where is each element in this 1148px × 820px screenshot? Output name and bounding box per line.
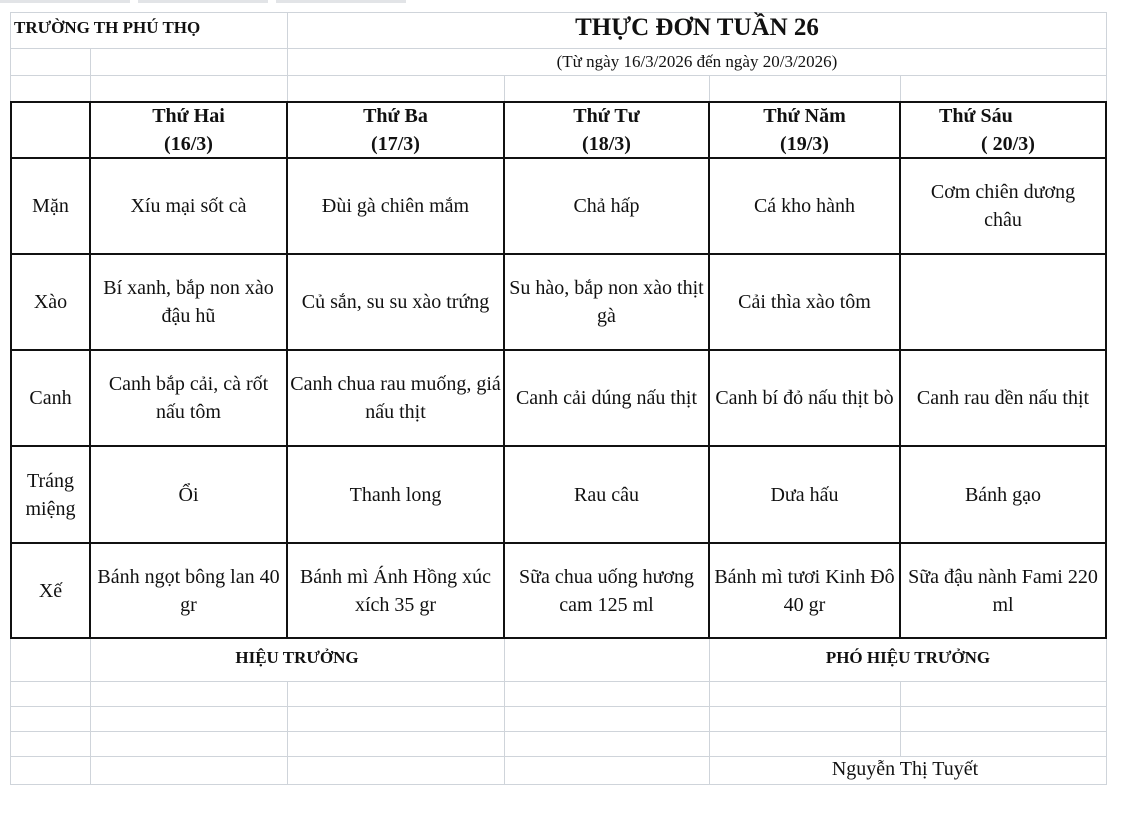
grid-line: [10, 12, 11, 102]
menu-cell: Bánh mì Ánh Hồng xúc xích 35 gr: [299, 565, 492, 616]
school-name: TRƯỜNG TH PHÚ THỌ: [14, 18, 201, 37]
menu-cell: Su hào, bắp non xào thịt gà: [509, 277, 704, 327]
row-label: Xế: [38, 579, 63, 602]
grid-line: [10, 784, 1107, 785]
menu-cell: Cải thìa xào tôm: [738, 291, 871, 313]
grid-line: [10, 706, 1107, 707]
menu-cell: Bánh mì tươi Kinh Đô 40 gr: [714, 565, 895, 616]
menu-cell: [901, 255, 1105, 349]
menu-cell: Thanh long: [349, 483, 442, 506]
grid-line: [10, 638, 11, 785]
menu-cell: Canh bắp cải, cà rốt nấu tôm: [108, 373, 269, 423]
grid-line: [287, 681, 288, 785]
menu-cell: Bánh gạo: [964, 483, 1042, 506]
table-border: [1105, 101, 1107, 639]
day-header: [505, 103, 708, 157]
day-date: ( 20/3): [981, 133, 1035, 155]
menu-cell: Chả hấp: [573, 195, 640, 217]
row-label: Tráng miệng: [25, 469, 76, 520]
grid-line: [10, 12, 1107, 13]
day-name: Thứ Hai: [152, 105, 225, 127]
row-label: Xào: [33, 291, 68, 313]
menu-cell: Cơm chiên dương châu: [930, 181, 1076, 231]
principal-title: HIỆU TRƯỞNG: [235, 648, 359, 667]
day-header: [288, 103, 503, 157]
grid-line: [504, 638, 505, 785]
menu-cell: Đùi gà chiên mắm: [321, 195, 470, 217]
vice-principal-title: PHÓ HIỆU TRƯỞNG: [825, 648, 991, 667]
grid-line: [504, 75, 505, 102]
row-label: Canh: [29, 387, 72, 409]
grid-line: [709, 75, 710, 102]
top-tab-bar: [0, 0, 130, 3]
day-header: [901, 103, 1105, 157]
row-label: Mặn: [32, 195, 69, 217]
menu-cell: Canh cải dúng nấu thịt: [515, 387, 698, 409]
menu-cell: Rau câu: [574, 483, 639, 506]
menu-cell: Canh bí đỏ nấu thịt bò: [715, 387, 894, 409]
menu-cell: Ổi: [178, 483, 199, 506]
menu-title: THỰC ĐƠN TUẦN 26: [575, 14, 819, 41]
grid-line: [900, 681, 901, 756]
day-name: Thứ Ba: [363, 105, 428, 127]
grid-line: [90, 48, 91, 102]
day-date: (16/3): [164, 133, 213, 155]
menu-cell: Củ sắn, su su xào trứng: [301, 291, 490, 313]
menu-cell: Sữa đậu nành Fami 220 ml: [908, 565, 1098, 616]
menu-cell: Dưa hấu: [770, 483, 839, 506]
table-border: [10, 637, 1107, 639]
grid-line: [10, 75, 1107, 76]
day-date: (18/3): [582, 133, 631, 155]
grid-line: [10, 756, 1107, 757]
menu-cell: Canh chua rau muống, giá nấu thịt: [290, 373, 501, 423]
menu-cell: Sữa chua uống hương cam 125 ml: [518, 565, 694, 616]
day-name: Thứ Tư: [573, 105, 640, 127]
date-range: (Từ ngày 16/3/2026 đến ngày 20/3/2026): [556, 52, 838, 71]
top-tab-bar: [138, 0, 268, 3]
grid-line: [900, 75, 901, 102]
day-name: Thứ Sáu: [939, 105, 1013, 127]
menu-cell: Canh rau dền nấu thịt: [916, 387, 1090, 409]
day-date: (19/3): [780, 133, 829, 155]
menu-cell: Bánh ngọt bông lan 40 gr: [97, 565, 280, 616]
grid-line: [10, 48, 1107, 49]
top-tab-bar: [276, 0, 406, 3]
day-name: Thứ Năm: [763, 105, 846, 127]
menu-cell: Xíu mại sốt cà: [130, 195, 247, 217]
grid-line: [10, 731, 1107, 732]
day-header: [91, 103, 286, 157]
day-date: (17/3): [371, 133, 420, 155]
menu-cell: Bí xanh, bắp non xào đậu hũ: [103, 277, 274, 327]
signer-name: Nguyễn Thị Tuyết: [831, 758, 979, 780]
grid-line: [10, 681, 1107, 682]
menu-cell: Cá kho hành: [753, 195, 856, 217]
day-header: [710, 103, 899, 157]
grid-line: [1106, 638, 1107, 785]
